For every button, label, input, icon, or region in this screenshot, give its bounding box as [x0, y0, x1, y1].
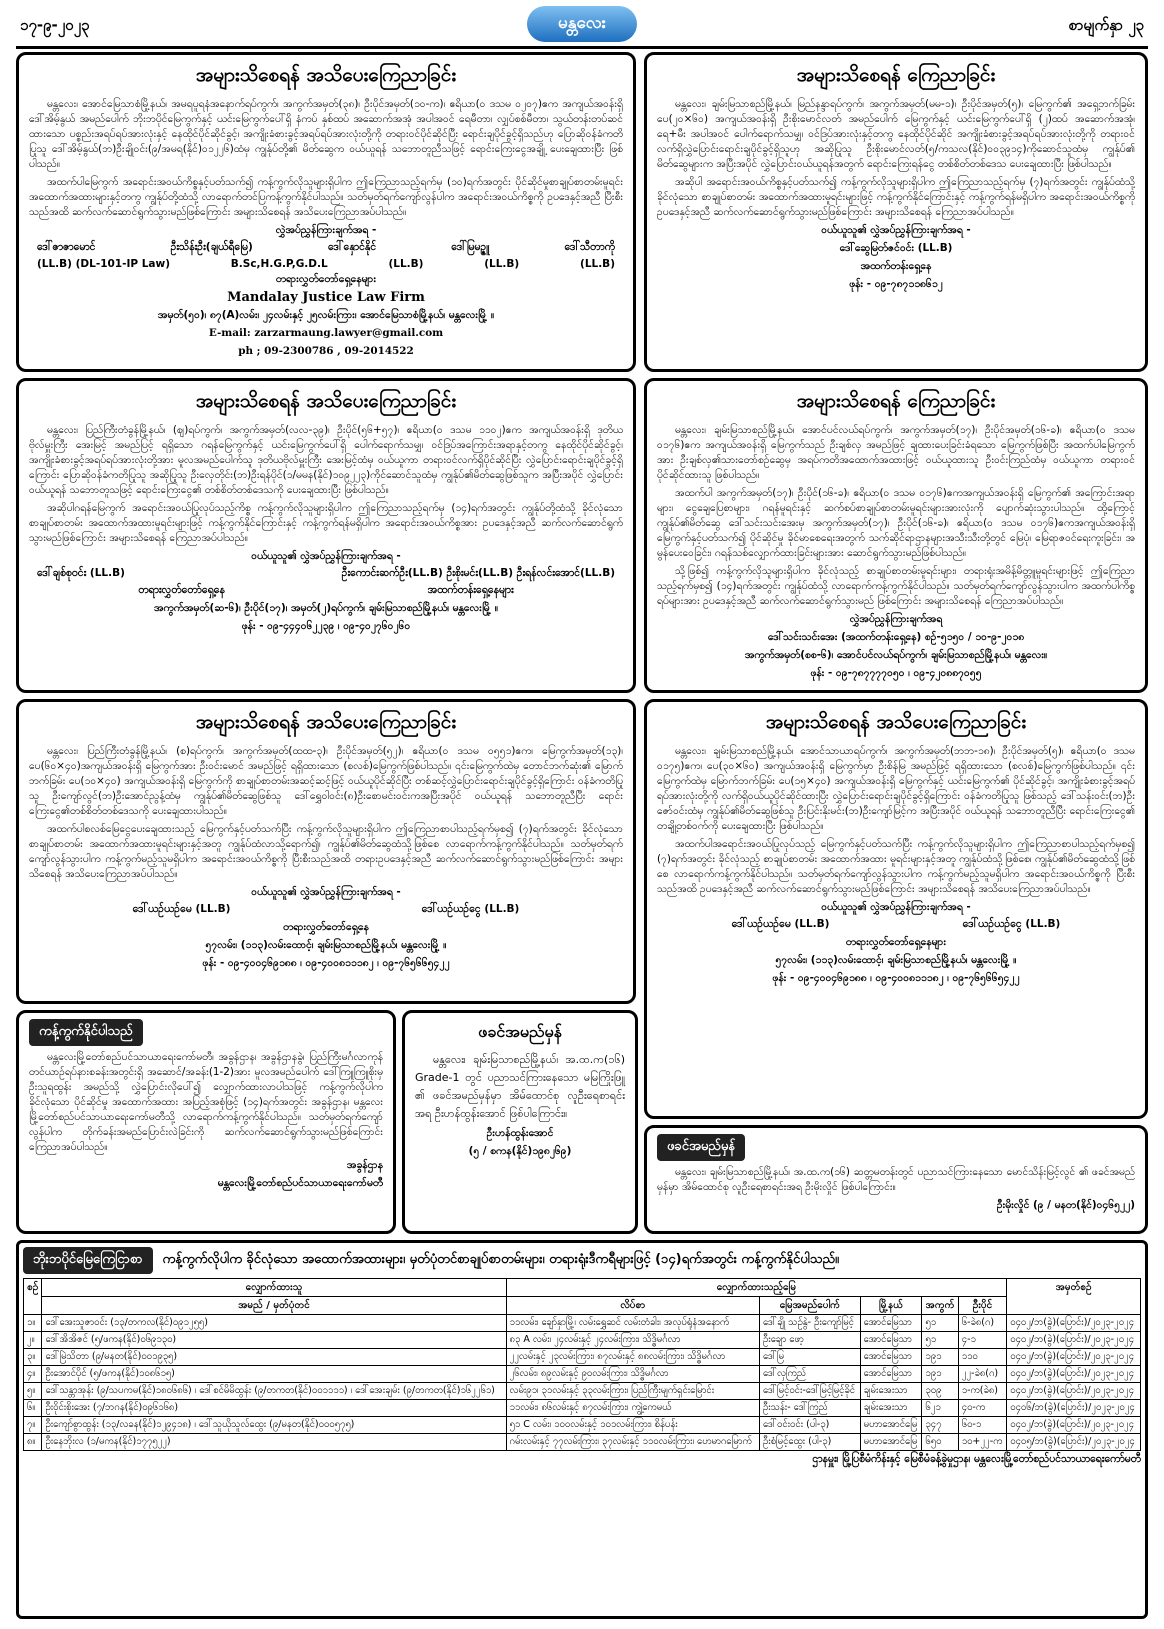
lawyer-degree: (LL.B)	[388, 258, 424, 270]
cell-addr: ဂမ်းလမ်းနှင့် ၇၇လမ်းကြား၊ ၃၇လမ်းနှင့် ၁၁၀လမ်းကြား၊ ဟေမာဂမြောက်	[506, 1434, 759, 1451]
masthead-logo: မန္တလေး	[527, 6, 637, 42]
cell-ref: ၀၄၀၅/ဘ(ခွဲ)(ပြောင်း)/၂၀၂၃-၂၀၂၄	[1007, 1434, 1141, 1451]
cell-no: ၁။	[24, 1315, 42, 1332]
lawyer-degree: (LL.B)	[484, 258, 520, 270]
notice-3	[16, 378, 636, 693]
cell-no: ၂။	[24, 1332, 42, 1349]
cell-block: ၅၁	[922, 1315, 958, 1332]
notice-title: အများသိစေရန် ကြေညာခြင်း	[796, 64, 996, 86]
col-owner: မြေအမည်ပေါက်	[760, 1297, 861, 1315]
mandate-line: လွှဲအပ်ညွှန်ကြားချက်အရ -	[275, 224, 377, 236]
cell-addr: ၈၃ A လမ်း၊ ၂၄လမ်းနှင့် ၂၄လမ်းကြား၊ သိဒ္ဓိမင်္ဂလာ	[506, 1332, 759, 1349]
cell-no: ၅။	[24, 1383, 42, 1400]
lawyer-names	[37, 903, 615, 918]
cell-block: ၁၉၁	[922, 1366, 958, 1383]
page-number: စာမျက်နှာ ၂၃	[1068, 16, 1144, 34]
lawyer-name: ဦးကောင်းဆက်ဦး(LL.B) ဦးစိုးမင်း(LL.B) ဦးရန်လင်းအောင်(LL.B)	[341, 567, 615, 579]
cell-name: ဒေါ်မြဲသိတာ (၉/မနတ(နိုင်)၀၀၁၉၃၅)	[42, 1349, 506, 1366]
cell-town: အောင်မြေသာ	[860, 1332, 922, 1349]
notice-title: အများသိစေရန် အသိပေးကြေညာခြင်း	[195, 711, 457, 733]
notice-tag: ကန့်ကွက်နိုင်ပါသည်	[29, 1019, 143, 1046]
lawyer-name: ဒေါ်သင်းသင်းအေး (အထက်တန်းရှေ့နေ) စဥ်-၅၁၅၀ / ၁၀-၉-၂၀၁၈	[767, 631, 1025, 643]
col-plot: ဦးပိုင်	[958, 1297, 1007, 1315]
table-footer: ဌာနမှူး၊ မြို့ပြစီမံကိန်းနှင့် မြေစီမံခန့်ခွဲမှုဌာန၊ မန္တလေးမြို့တော်စည်ပင်သာယာရေးကော်မတီ	[812, 1453, 1141, 1465]
lawyer-name: ဒေါ်နှောင်နိုင်	[327, 241, 377, 253]
cell-town: အောင်မြေသာ	[860, 1315, 922, 1332]
lawyer-phone: ဖုန်း - ၀၉-၄၄၄၀၆၂၂၃၉ ၊ ၀၉-၄၀၂၇၆၀၂၆၀	[241, 620, 411, 632]
notice-body: အထက်ပါအရောင်းအဝယ်ပြုလုပ်သည့် မြေကွက်နှင့်ပတ်သက်ပြီး ကန့်ကွက်လိုသူများရှိပါက ဤကြေညာစာပါသည့်ရက်မှစ၍ (၇)ရက်အတွင်း ခိုင်လုံသည့် စာချုပ်စာတမ်း အထောက်အထား မူရင်းများနှင့်အတူ ကျွန်ုပ်ထံသို့ဖြစ်စေ၊ ကျွန်ုပ်၏မိတ်ဆွေထံသို့ဖြစ်စေ လာရောက်ကန့်ကွက်နိုင်ပါသည်။ သတ်မှတ်ရက်ကျော်လွန်သွားပါက ကန့်ကွက်မည့်သူမရှိပါက အရောင်းအဝယ်ကိစ္စကို ပြီးစီးသည်အထိ ဥပဒေနှင့်အညီ ဆက်လက်ဆောင်ရွက်သွားမည်ဖြစ်ကြောင်း အများသိစေရန် အသိပေးကြေညာအပ်ပါသည်။	[657, 838, 1135, 895]
land-table	[23, 1278, 1141, 1451]
issue-date: ၁၇-၉-၂၀၂၃	[20, 16, 90, 34]
mandate-line: လွှဲအပ်ညွှန်ကြားချက်အရ	[849, 613, 943, 625]
lawyer-degree: (LL.B) (DL-101-IP Law)	[37, 258, 170, 270]
notice-body: အဆိုပါဂရန်မြေကွက် အရောင်းအဝယ်ပြုလုပ်သည့်ကိစ္စ ကန့်ကွက်လိုသူများရှိပါက ဤကြေညာသည့်ရက်မှ (၁၄)ရက်အတွင်း ကျွန်ုပ်တို့ထံသို့ ခိုင်လုံသော စာချုပ်စာတမ်း အထောက်အထားမူရင်းများဖြင့် ကန့်ကွက်နိုင်ကြောင်းနှင့် ကန့်ကွက်ရန်မရှိပါက အရောင်းအဝယ်ကိစ္စအား ဥပဒေနှင့်အညီ ဆက်လက်ဆောင်ရွက်သွားမည်ဖြစ်ကြောင်း အများသိစေရန် ကြေညာအပ်ပါသည်။	[29, 502, 623, 544]
notice-4	[644, 378, 1148, 693]
cell-no: ၇။	[24, 1417, 42, 1434]
cell-no: ၄။	[24, 1366, 42, 1383]
lawyer-name: ဒေါ်သီတာကို	[564, 241, 615, 253]
lawyer-phone: ဖုန်း - ၀၉-၄၀၀၄၆၉၁၈၈ ၊ ၀၉-၄၀၀၈၁၁၁၈၂ ၊ ၀၉-၇၆၅၆၆၅၄၂၂	[202, 957, 450, 969]
lawyer-name: ဒေါ်ချစ်စုဝင်း (LL.B)	[37, 567, 125, 579]
cell-name: ဦးနေဘိုးလ (၁/မကန(နိုင်)၁၇၇၅၂၂)	[42, 1434, 506, 1451]
lawyer-names	[665, 918, 1127, 933]
cell-block: ၆၅၀	[922, 1434, 958, 1451]
notice-body: မန္တလေး၊ ချမ်းမြသာစည်မြို့နယ်၊ မြည်နန္ဒာရပ်ကွက်၊ အကွက်အမှတ်(မမ-၁)၊ ဦးပိုင်အမှတ်(၅)၊ မြေကွက်၏ အရှေ့ဘက်ခြမ်း ပေ(၂၀×၆၀) အကျယ်အဝန်းရှိ ဦးစိုးမောင်လတ် အမည်ပေါက် မြေကွက်နှင့် ယင်းမြေကွက်ပေါ်ရှိ (၂)ထပ် အဆောက်အအုံ၊ ရေ+မီး အပါအဝင် ပေါက်ရောက်သမျှ၊ ဝင်ဒြပ်အားလုံးနှင့်တကွ နေထိုင်ပိုင်ဆိုင် အကျိုးခံစားခွင့်အရပ်ရပ်အားလုံးတို့ကို တရားဝင် လက်ရှိလွှဲပြောင်းရောင်းချပိုင်ခွင့်ရှိသူဟု အဆိုပြုသူ ဦးစိုးမောင်လတ်(၅/ကသလ(နိုင်)၀၀၃၉၁၄)ကိုဆောင်သူထံမှ ကျွန်ုပ်၏ မိတ်ဆွေများက အပြီးအပိုင် လွှဲပြောင်းဝယ်ယူရန်အတွက် ရောင်းကြေးရန်ငွေ တစ်စိတ်တစ်ဒေသ ပေးချေထားပြီး ဖြစ်ပါသည်။	[657, 98, 1135, 170]
col-no: စဥ်	[24, 1279, 42, 1315]
lawyer-roles	[37, 584, 615, 599]
lawyer-name: ဒေါ်ဆွေမြတ်ဇင်ဝင်း (LL.B)	[839, 242, 953, 254]
person-name: ဦးမိုးလှိုင် (၉ / မနတ(နိုင်)၀၄၆၅၂၂)	[996, 1199, 1135, 1211]
lawyer-address: ၅၇လမ်း၊ (၁၁၃)လမ်းထောင့်၊ ချမ်းမြသာစည်မြို့နယ်၊ မန္တလေးမြို့ ။	[205, 939, 447, 951]
lawyer-phone: ဖုန်း - ၀၉-၇၈၇၁၁၈၆၁၂	[849, 278, 943, 290]
table-row	[24, 1315, 1141, 1332]
notice-6	[644, 699, 1148, 1119]
table-title: ကန့်ကွက်လိုပါက ခိုင်လုံသော အထောက်အထားများ၊ မှတ်ပုံတင်စာချုပ်စာတမ်းများ၊ တရားရုံးဒီကရီများဖြင့် (၁၄)ရက်အတွင်း ကန့်ကွက်နိုင်ပါသည်။	[162, 1252, 839, 1267]
table-body	[24, 1315, 1141, 1451]
land-notice-table-box	[16, 1240, 1148, 1619]
cell-town: ချမ်းအေးသာ	[860, 1383, 922, 1400]
lawyer-phone: ဖုန်း - ၀၉-၇၈၇၇၇၇၀၅၀ ၊ ၀၉-၄၂၀၈၈၇၀၅၅	[810, 667, 982, 679]
lawyer-phone: ဖုန်း - ၀၉-၄၀၀၄၆၉၁၈၈ ၊ ၀၉-၄၀၀၈၁၁၁၈၂ ၊ ၀၉-၇၆၅၆၆၅၄၂၂	[772, 972, 1020, 984]
notice-father-name-1	[402, 1010, 638, 1234]
table-row	[24, 1434, 1141, 1451]
lawyer-degrees	[37, 258, 615, 270]
lawyer-names	[37, 241, 615, 256]
col-name: အမည် / မှတ်ပုံတင်	[42, 1297, 506, 1315]
cell-plot: ၄-၁	[958, 1332, 1007, 1349]
lawyer-name: ဒေါ်ယဥ်ယဥ်မေ (LL.B)	[731, 918, 830, 930]
cell-name: ဦးဝိုင်းစိုးအေး (၇/ဘဂန(နိုင်)၀၉၆၁၆၈)	[42, 1400, 506, 1417]
notice-body: မန္တလေး၊ ပြည်ကြီးတံခွန်မြို့နယ်၊ (ဈ)ရပ်ကွက်၊ အကွက်အမှတ်(လလ-၃၉)၊ ဦးပိုင်(၅၆+၅၇)၊ ဧရိယာ(၀ ဒသမ ၁၁၀၂)ဧက အကျယ်အဝန်းရှိ ဒုတိယဗိုလ်မှူးကြီး အေးမြင့် အမည်ပြင့် ရရှိသော ဂရန်မြေကွက်နှင့် ယင်းမြေကွက်ပေါ်ရှိ ပေါက်ရောက်သမျှ၊ ဝင်ဒြပ်အကြောင်းအရာနှင့်တကွ နေထိုင်ပိုင်ဆိုင်ခွင့်၊ အကျိုးခံစားခွင့်အရပ်ရပ်အားလုံးတို့အား မူလအမည်ပေါက်သူ ဒုတိယဗိုလ်မှူးကြီး အေးမြင့်ထံမှ ဝယ်ယူကာ တရားဝင်လက်ရှိပိုင်ဆိုင်ပြီး လွှဲပြောင်းရောင်းချပိုင်ခွင့်ရှိကြောင်း ပြောဆိုဝန်ခံကတိပြုသူ အဆိုပြုသူ ဦးလှေတိုင်း(ဘ)ဦးရန်ပိုင်(၁/မမန(နိုင်)၁၀၉၂၂၃)ကိုင်ဆောင်သူထံမှ ကျွန်ုပ်၏မိတ်ဆွေဖြစ်သူက အပြီးအပိုင် လွှဲပြောင်းဝယ်ယူရန် သဘောတူသဖြင့် ရောင်းကြေးငွေ၏ တစ်စိတ်တစ်ဒေသကို ပေးချေထားပြီး ဖြစ်ပါသည်။	[29, 424, 623, 496]
cell-block: ၃၀၉	[922, 1383, 958, 1400]
cell-plot: ၄၀-က	[958, 1400, 1007, 1417]
lawyer-role: တရားလွှတ်တော်ရှေ့နေများ	[275, 273, 377, 285]
notice-objection	[16, 1010, 396, 1234]
notice-body: မန္တလေး၊ ချမ်းမြသာစည်မြို့နယ်၊ အ.ထ.က(၁၆) Grade-1 တွင် ပညာသင်ကြားနေသော မမြကြိုးဖြူ ၏ ဖခင်အမည်မှန်မှာ အိမ်ထောင်စု လူဦးရေစာရင်းအရ ဦးဟန်ထွန်းအောင် ဖြစ်ပါကြောင်း။	[415, 1053, 625, 1120]
cell-plot: ၁၀+၂၂-က	[958, 1434, 1007, 1451]
notice-body: အထက်ပါ အကွက်အမှတ်(၁၇)၊ ဦးပိုင်(၁၆-ခ)၊ ဧရိယာ(၀ ဒသမ ၀၁၇၆)ဧကအကျယ်အဝန်းရှိ မြေကွက်၏ အကြောင်းအရာများ၊ ငွေချေပြေစာများ၊ ဂရန်မူရင်းနှင့် ဆက်စပ်စာချုပ်စာတမ်းမူရင်းများအားလုံးကို ပျောက်ဆုံးသွားပါသည်။ ထို့ကြောင့် ကျွန်ုပ်၏မိတ်ဆွေ ဒေါ်သင်းသင်းအေးမှ အကွက်အမှတ်(၁၇)၊ ဦးပိုင်(၁၆-ခ)၊ ဧရိယာ(၀ ဒသမ ၀၁၇၆)ဧကအကျယ်အဝန်းရှိ မြေကွက်နှင့်ပတ်သက်၍ ပိုင်ဆိုင်မှု ခိုင်မာစေရေးအတွက် သက်ဆိုင်ရာဌာနများအသီးသီးတို့တွင် မြေပုံ၊ မြေရာဇဝင်ရေးကူးခြင်း၊ အမွန်ပေးဝေခြင်း၊ ဂရန်သစ်လျှောက်ထားခြင်းများအား ဆောင်ရွက်သွားမည်ဖြစ်ပါသည်။	[657, 487, 1135, 559]
cell-ref: ၀၄၀၂/ဘ(ခွဲ)(ပြောင်း)/၂၀၂၃-၂၀၂၄	[1007, 1349, 1141, 1366]
lawyer-role: အထက်တန်းရှေ့နေ	[860, 260, 932, 272]
cell-block: ၅၁	[922, 1332, 958, 1349]
page-header	[16, 6, 1148, 49]
lawyer-role: တရားလွှတ်တော်ရှေ့နေများ	[845, 936, 947, 948]
cell-owner: ဦးစံမြင့်ထွေး (ပါ-၃)	[760, 1434, 861, 1451]
notice-title: ဖခင်အမည်မှန်	[478, 1022, 562, 1041]
cell-plot: ၆၀-၁	[958, 1417, 1007, 1434]
lawyer-role: အထက်တန်းရှေ့နေများ	[427, 584, 514, 596]
notice-title: အများသိစေရန် အသိပေးကြေညာခြင်း	[195, 390, 457, 412]
table-header	[23, 1247, 1141, 1274]
cell-town: ချမ်းအေးသာ	[860, 1400, 922, 1417]
cell-name: ဦးအောင်ပိုင် (၅/ဖကန(နိုင်)၁၀၈၆၁၅)	[42, 1366, 506, 1383]
lawyer-names	[37, 567, 615, 582]
cell-addr: ၅၁ C လမ်း၊ ၁၀၀လမ်းနှင့် ၁၀၁လမ်းကြား၊ စိန်ပန်း	[506, 1417, 759, 1434]
table-tag: ဘိုးဘပိုင်မြေကြေငြာစာ	[23, 1247, 153, 1274]
firm-address: အမှတ်(၅၀)၊ ၈၇(A)လမ်း၊ ၂၄လမ်းနှင့် ၂၅လမ်းကြား၊ အောင်မြေသာစံမြို့နယ်၊ မန္တလေးမြို့ ။	[157, 309, 495, 321]
notice-1	[16, 52, 636, 372]
cell-no: ၈။	[24, 1434, 42, 1451]
notice-title: အများသိစေရန် ကြေညာခြင်း	[796, 390, 996, 412]
notice-title: အများသိစေရန် အသိပေးကြေညာခြင်း	[765, 711, 1027, 733]
firm-email: E-mail: zarzarmaung.lawyer@gmail.com	[208, 327, 444, 339]
person-id: (၅ / စကန(နိုင်)၁၉၈၂၆၉)	[468, 1145, 572, 1157]
cell-block: ၆၂၁	[922, 1400, 958, 1417]
cell-owner: ဦးသန်း- ဒေါ်ကြည်	[760, 1400, 861, 1417]
lawyer-degree: B.Sc,H.G.P,G.D.L	[230, 258, 328, 270]
notice-body: သို့ဖြစ်၍ ကန့်ကွက်လိုသူများရှိပါက ခိုင်လုံသည့် စာချုပ်စာတမ်းမူရင်းများ၊ တရားရုံးအမိန့်မိတ္တူမူရင်းများဖြင့် ဤကြေညာသည့်ရက်မှစ၍ (၁၄)ရက်အတွင်း ကျွန်ုပ်ထံသို့ လာရောက်ကန့်ကွက်နိုင်ပါသည်။ သတ်မှတ်ရက်ကျော်လွန်သွားပါက အထက်ပါကိစ္စရပ်များအား ဥပဒေနှင့်အညီ ဆက်လက်ဆောင်ရွက်သွားမည် ဖြစ်ကြောင်း အများသိစေရန် ကြေညာအပ်ပါသည်။	[657, 565, 1135, 607]
firm-name: Mandalay Justice Law Firm	[227, 290, 425, 305]
lawyer-name: ဒေါ်ယဥ်ယဥ်မေ (LL.B)	[132, 903, 231, 915]
notice-title: အများသိစေရန် အသိပေးကြေညာခြင်း	[195, 64, 457, 86]
firm-phone: ph ; 09-2300786 , 09-2014522	[238, 345, 414, 357]
notice-body: မန္တလေး၊ ချမ်းမြသာစည်မြို့နယ်၊ အ.ထ.က(၁၆) ဆတ္တမတန်းတွင် ပညာသင်ကြားနေသော မောင်သိန်းမြင့်လွင် ၏ ဖခင်အမည်မှန်မှာ အိမ်ထောင်စု လူဦးရေစာရင်းအရ ဦးမိုးလှိုင် ဖြစ်ပါကြောင်း။	[657, 1166, 1135, 1193]
cell-owner: ဒေါ်ချို သဉ်နွဲ- ဦးကျော်မြင့်	[760, 1315, 861, 1332]
lawyer-role: တရားလွှတ်တော်ရှေ့နေ	[283, 921, 369, 933]
signature-org: မန္တလေးမြို့တော်စည်ပင်သာယာရေးကော်မတီ	[217, 1177, 383, 1189]
notice-body: အဆိုပါ အရောင်းအဝယ်ကိစ္စနှင့်ပတ်သက်၍ ကန့်ကွက်လိုသူများရှိပါက ဤကြေညာသည့်ရက်မှ (၇)ရက်အတွင်း ကျွန်ုပ်ထံသို့ ခိုင်လုံသော စာချုပ်စာတမ်း အထောက်အထားမူရင်းများဖြင့် ကန့်ကွက်နိုင်ကြောင်းနှင့် ကန့်ကွက်ရန်မရှိပါက အရောင်းအဝယ်ကိစ္စကို ဥပဒေနှင့်အညီ ဆက်လက်ဆောင်ရွက်သွားမည်ဖြစ်ကြောင်း အများသိစေရန် ကြေညာအပ်ပါသည်။	[657, 176, 1135, 218]
cell-addr: ၁၁လမ်း၊ ၈၆လမ်းနှင့် ၈၇လမ်းကြား၊ ကျွဲ့ကေမယ်	[506, 1400, 759, 1417]
cell-ref: ၀၄၀၂/ဘ(ခွဲ)(ပြောင်း)/၂၀၂၃-၂၀၂၄	[1007, 1315, 1141, 1332]
signature-dept: အခွန်ဌာန	[346, 1159, 383, 1171]
lawyer-address: ၅၇လမ်း၊ (၁၁၃)လမ်းထောင့်၊ ချမ်းမြသာစည်မြို့နယ်၊ မန္တလေးမြို့ ။	[775, 954, 1017, 966]
cell-owner: ဒေါ်မြင့်ဝင်း-ဒေါ်မြင့်မြင့်ခိုင်	[760, 1383, 861, 1400]
notice-5	[16, 699, 636, 1004]
table-row	[24, 1417, 1141, 1434]
lawyer-name: ဒေါ်ယဥ်ယဥ်ငွေ (LL.B)	[962, 918, 1061, 930]
cell-town: မဟာအောင်မြေ	[860, 1417, 922, 1434]
cell-addr: ၁၁လမ်း၊ ချော်နှာမြို့၊ လမ်းရွှေဆင် လမ်းတံခါး၊ အလုပ်ရုံနံအနောက်	[506, 1315, 759, 1332]
lawyer-role: တရားလွှတ်တော်ရှေ့နေ	[138, 584, 225, 596]
cell-town: မဟာအောင်မြေ	[860, 1434, 922, 1451]
col-ref: အမှတ်စဥ်	[1007, 1279, 1141, 1315]
lawyer-name: ဒေါ်မြမဥ္ဇူ	[451, 241, 490, 253]
notice-body: မန္တလေးမြို့တော်စည်ပင်သာယာရေးကော်မတီ၊ အခွန်ဌာန၊ အခွန်ဌာနခွဲ၊ ပြည်ကြီးမင်္ဂလာကုန်တင်ယာဉ်ရပ်နားစခန်းအတွင်းရှိ အဆောင်/အခန်း(1-2)အား မူလအမည်ပေါက် ဒေါ်ကြူကြူစိုးမှ ဦးသူရထွန်း အမည်သို့ လွှဲပြောင်းလိုပေါ်၍ လျှောက်ထားလာပါသဖြင့် ကန့်ကွက်လိုပါက ခိုင်လုံသော ပိုင်ဆိုင်မှု အထောက်အထား အပြည့်အစုံဖြင့် (၁၄)ရက်အတွင်း အခွန်ဌာန၊ မန္တလေးမြို့တော်စည်ပင်သာယာရေးကော်မတီသို့ လာရောက်ကန့်ကွက်နိုင်ပါသည်။ သတ်မှတ်ရက်ကျော်လွန်ပါက တိုက်ခန်းအမည်ပြောင်းလဲခြင်းကို ဆက်လက်ဆောင်ရွက်သွားမည်ဖြစ်ကြောင်း ကြေညာအပ်ပါသည်။	[29, 1051, 383, 1153]
col-addr: လိပ်စာ	[506, 1297, 759, 1315]
cell-plot: ၆-ခဲ၈(ဂ)	[958, 1315, 1007, 1332]
col-block: အကွက်	[922, 1297, 958, 1315]
cell-owner: ဒေါ်လှကြည်	[760, 1366, 861, 1383]
lawyer-address: အကွက်အမှတ်(ဆ-၆)၊ ဦးပိုင်(၁၇)၊ အမှတ်(၂)ရပ်ကွက်၊ ချမ်းမြသာစည်မြို့နယ်၊ မန္တလေးမြို့ ။	[154, 602, 498, 614]
cell-block: ၁၉၁	[922, 1349, 958, 1366]
cell-ref: ၀၄၀၂/ဘ(ခွဲ)(ပြောင်း)/၂၀၂၃-၂၀၂၄	[1007, 1383, 1141, 1400]
lawyer-address: အကွက်အမှတ်(စစ-၆)၊ အောင်ပင်လယ်ရပ်ကွက်၊ ချမ်းမြသာစည်မြို့နယ်၊ မန္တလေး။	[744, 649, 1048, 661]
notice-2	[644, 52, 1148, 372]
cell-owner: ဒေါ်ဝင်းဝင်း (ပါ-၃)	[760, 1417, 861, 1434]
cell-ref: ၀၄၀၆/ဘ(ခွဲ)(ပြောင်း)/၂၀၂၃-၂၀၂၄	[1007, 1400, 1141, 1417]
person-name: ဦးဟန်ထွန်းအောင်	[486, 1127, 554, 1139]
lawyer-degree: (LL.B)	[580, 258, 615, 270]
notice-body: မန္တလေး၊ ပြည်ကြီးတံခွန်မြို့နယ်၊ (စ)ရပ်ကွက်၊ အကွက်အမှတ်(ထထ-၃)၊ ဦးပိုင်အမှတ်(၅၂)၊ ဧရိယာ(၀ ဒသမ ၀၅၅၁)ဧက၊ မြေကွက်အမှတ်(၁၃)၊ ပေ(၆၀×၄၀)အကျယ်အဝန်းရှိ မြေကွက်အား ဦးဝင်းမောင် အမည်ဖြင့် ရရှိထားသော (စလစ်)မြေကွက်ဖြစ်ပါသည်။ ၎င်းမြေကွက်ထဲမှ တောင်ဘက်ဆုံး၏ မြောက်ဘက်ခြမ်း ပေ(၁၀×၄၀) အကျယ်အဝန်းရှိ မြေကွက်ကို စာချုပ်စာတမ်းအဆင့်ဆင့်ဖြင့် ဝယ်ယူပိုင်ဆိုင်ပြီး တစ်ဆင့်လွှဲပြောင်းရောင်းချပိုင်ခွင့်ရှိကြောင်း ဝန်ခံကတိပြုသူ ဦးကျော်လွင်(ဘ)ဦးအောင်ညွန့်ထံမှ ကျွန်ုပ်၏မိတ်ဆွေဖြစ်သူ ဒေါ်ရွှေဝါဝင်း(၈)ဦးစောမင်းဝင်းကအပြီးအပိုင် ဝယ်ယူရန် သဘောတူညီပြီး ရောင်းကြေးငွေ၏တစ်စိတ်တစ်ဒေသကို ပေးချေထားပါသည်။	[29, 745, 623, 817]
cell-addr: ၂၆လမ်း၊ ၈၉လမ်းနှင့် ၉၀လမ်းကြား၊ သိဒ္ဓိမင်္ဂလာ	[506, 1366, 759, 1383]
cell-ref: ၀၄၀၂/ဘ(ခွဲ)(ပြောင်း)/၂၀၂၃-၂၀၂၄	[1007, 1417, 1141, 1434]
cell-plot: ၂၂-ခဲ၈(ဂ)	[958, 1366, 1007, 1383]
table-row	[24, 1332, 1141, 1349]
notice-body: အထက်ပါမြေကွက် အရောင်းအဝယ်ကိစ္စနှင့်ပတ်သက်၍ ကန့်ကွက်လိုသူများရှိပါက ဤကြေညာသည့်ရက်မှ (၁၀)ရက်အတွင်း ပိုင်ဆိုင်မှုစာချုပ်စာတမ်းမူရင်း အထောက်အထားများနှင့်တကွ ကျွန်ုပ်တို့ထံသို့ လာရောက်တင်ပြကန့်ကွက်နိုင်ပါသည်။ သတ်မှတ်ရက်ကျော်လွန်ပါက အရောင်းအဝယ်ကိစ္စကို ဥပဒေနှင့်အညီ ပြီးစီးသည်အထိ ဆက်လက်ဆောင်ရွက်သွားမည်ဖြစ်ကြောင်း အများသိစေရန် အသိပေးကြေညာအပ်ပါသည်။	[29, 176, 623, 218]
cell-addr: ၂၂လမ်းနှင့် ၂၃လမ်းကြား၊ ၈၇လမ်းနှင့် ၈၈လမ်းကြား၊ သိဒ္ဓိမင်္ဂလာ	[506, 1349, 759, 1366]
cell-name: ဒေါ်သန္တာအုန်း (၉/သပကမ(နိုင်)၁၈၀၆၈၆) ၊ ဒေါ်စင်မိမိထွန်း (၉/တကတ(နိုင်)၀၀၁၁၁၁) ၊ ဒေါ်အေးချမ်း (၉/တကတ(နိုင်)၁၆၂၂၆၁)	[42, 1383, 506, 1400]
cell-name: ဦးကျော်စွာထွန်း (၁၃/လခန(နိုင်)၁၂၉၄၁၈) ၊ ဒေါ်သူယိုသူလ်ထွေး (၉/မနတ(နိုင်)၀၀၀၅၇၅)	[42, 1417, 506, 1434]
col-applicant: လျှောက်ထားသူ	[42, 1279, 506, 1297]
table-row	[24, 1400, 1141, 1417]
cell-no: ၃။	[24, 1349, 42, 1366]
col-town: မြို့နယ်	[860, 1297, 922, 1315]
cell-ref: ၀၄၀၂/ဘ(ခွဲ)(ပြောင်း)/၂၀၂၃-၂၀၂၄	[1007, 1366, 1141, 1383]
cell-addr: လမ်း၉၁၊ ၃၁လမ်းနှင့် ၃၃လမ်းကြား၊ ပြည်ကြီးမျက်ရှင်းမြောင်း	[506, 1383, 759, 1400]
table-row	[24, 1366, 1141, 1383]
cell-town: အောင်မြေသာ	[860, 1349, 922, 1366]
notice-body: မန္တလေး၊ အောင်မြေသာစံမြို့နယ်၊ အမရပူရနံအနောက်ရပ်ကွက်၊ အကွက်အမှတ်(၃၈)၊ ဦးပိုင်အမှတ်(၁၀-က)၊ ဧရိယာ(၀ ဒသမ ၀၂၀၇)ဧက အကျယ်အဝန်းရှိ ဒေါ်အိမ့်နွယ် အမည်ပေါက် ဘိုးဘပိုင်မြေကွက်နှင့် ယင်းမြေကွက်ပေါ်ရှိ နံကပ် နှစ်ထပ် အဆောက်အအုံ အပါအဝင် ရေမီတာ၊ လျှပ်စစ်မီတာ၊ သွယ်တန်းတပ်ဆင်ထားသော ပစ္စည်းအရပ်ရပ်အားလုံးနှင့် နေထိုင်ပိုင်ဆိုင်ခွင့်၊ အကျိုးခံစားခွင့်အရပ်ရပ်အားလုံးတို့ကို တရားဝင်ပိုင်ဆိုင်ပြီး ရောင်းချပိုင်ခွင့်ရှိသည်ဟု ပြောဆိုဝန်ခံကတိပြုသူ ဒေါ်အိမ့်နွယ်(ဘ)ဦးချိုဝင်း(၉/အမရ(နိုင်)၀၁၂၂၆)ထံမှ ကျွန်ုပ်တို့၏ မိတ်ဆွေက ဝယ်ယူရန် သဘောတူညီသဖြင့် ရောင်းကြေးငွေအချို့ ပေးချေထားပြီး ဖြစ်ပါသည်။	[29, 98, 623, 170]
mandate-line: ဝယ်ယူသူ၏ လွှဲအပ်ညွှန်ကြားချက်အရ -	[251, 550, 401, 562]
lawyer-name: ဦးသိန်းဦး(ချယ်ရီမြေ)	[170, 241, 253, 253]
col-land: လျှောက်ထားသည့်မြေ	[506, 1279, 1007, 1297]
mandate-line: ဝယ်ယူသူ၏ လွှဲအပ်ညွှန်ကြားချက်အရ -	[251, 886, 401, 898]
cell-plot: ၁၁၀	[958, 1349, 1007, 1366]
cell-owner: ဒေါ်မြ	[760, 1349, 861, 1366]
cell-town: အောင်မြေသာ	[860, 1366, 922, 1383]
mandate-line: ဝယ်ယူသူ၏ လွှဲအပ်ညွှန်ကြားချက်အရ -	[821, 901, 971, 913]
cell-name: ဒေါ်အိအိဇင် (၅/ဖကန(နိုင်)၀၆၉၁၃၀)	[42, 1332, 506, 1349]
cell-name: ဒေါ်အေးသူဇာဝင်း (၁၃/တကလ(နိုင်)၀၉၁၂၅၅)	[42, 1315, 506, 1332]
mandate-line: ဝယ်ယူသူ၏ လွှဲအပ်ညွှန်ကြားချက်အရ -	[821, 224, 971, 236]
lawyer-name: ဒေါ်ဇာဇာမောင်	[37, 241, 96, 253]
cell-owner: ဦးချော ဖော့	[760, 1332, 861, 1349]
notice-tag: ဖခင်အမည်မှန်	[657, 1134, 745, 1161]
cell-plot: ၁-က(ခဲ၈)	[958, 1383, 1007, 1400]
cell-ref: ၀၄၀၂/ဘ(ခွဲ)(ပြောင်း)/၂၀၂၃-၂၀၂၄	[1007, 1332, 1141, 1349]
cell-block: ၃၄၇	[922, 1417, 958, 1434]
table-row	[24, 1349, 1141, 1366]
notice-body: မန္တလေး၊ ချမ်းမြသာစည်မြို့နယ်၊ အောင်သာယာရပ်ကွက်၊ အကွက်အမှတ်(ဘဘ-၁၈)၊ ဦးပိုင်အမှတ်(၅)၊ ဧရိယာ(၀ ဒသမ ၀၁၇၅)ဧက၊ ပေ(၃၀×၆၀) အကျယ်အဝန်းရှိ မြေကွက်မှာ ဦးစိန်မြ အမည်ဖြင့် ရရှိထားသော (စလစ်)မြေကွက်ဖြစ်ပါသည်။ ၎င်းမြေကွက်ထဲမှ မြောက်ဘက်ခြမ်း ပေ(၁၅×၄၀) အကျယ်အဝန်းရှိ မြေကွက်နှင့် ယင်းမြေကွက်၏ ပိုင်ဆိုင်ခွင့်၊ အကျိုးခံစားခွင့်အရပ်ရပ်အားလုံးတို့ကို လက်ရှိဝယ်ယူပိုင်ဆိုင်ထားပြီး လွှဲပြောင်းရောင်းချပိုင်ခွင့်ရှိကြောင်း ဝန်ခံကတိပြုသူ ဖြစ်သည့် ဒေါ်သန်းဝင်း(ဘ)ဦးဇော်ဝင်းထံမှ ကျွန်ုပ်၏မိတ်ဆွေဖြစ်သူ ဦးပြင်းနိုးမင်း(ဘ)ဦးကျော်မြင့်က အပြီးအပိုင် ဝယ်ယူရန် သဘောတူညီပြီး ရောင်းကြေးငွေ၏ တချို့တစ်ဝက်ကို ပေးချေထားပြီး ဖြစ်ပါသည်။	[657, 745, 1135, 832]
notice-body: အထက်ပါစလစ်မြေငွေပေးချေထားသည့် မြေကွက်နှင့်ပတ်သက်ပြီး ကန့်ကွက်လိုသူများရှိပါက ဤကြေညာစာပါသည့်ရက်မှစ၍ (၇)ရက်အတွင်း ခိုင်လုံသော စာချုပ်စာတမ်း အထောက်အထားမူရင်းများနှင့်အတူ ကျွန်ုပ်ထံလာသို့ရောက်၍၊ ကျွန်ုပ်၏မိတ်ဆွေထံသို့ဖြစ်စေ လာရောက်ကန့်ကွက်နိုင်ပါသည်။ သတ်မှတ်ရက်ကျော်လွန်သွားပါက ကန့်ကွက်မည့်သူမရှိပါက အရောင်းအဝယ်ကိစ္စကို ပြီးစီးသည်အထိ တရားဥပဒေနှင့်အညီ ဆက်လက်ဆောင်ရွက်သွားမည်ဖြစ်ကြောင်း အများသိစေရန် အသိပေးကြေညာအပ်ပါသည်။	[29, 823, 623, 880]
notice-body: မန္တလေး၊ ချမ်းမြသာစည်မြို့နယ်၊ အောင်ပင်လယ်ရပ်ကွက်၊ အကွက်အမှတ်(၁၇)၊ ဦးပိုင်အမှတ်(၁၆-ခ)၊ ဧရိယာ(၀ ဒသမ ၀၁၇၆)ဧက အကျယ်အဝန်းရှိ မြေကွက်သည် ဦးချစ်လှ အမည်ဖြင့် ချထားပေးခြင်းခံရသော မြေကွက်ဖြစ်ပြီး အထက်ပါမြေကွက်အား ဦးချစ်လှ၏သားတော်စဥ်ဆွေမှ အရပ်ကတိအထောက်အထားဖြင့် ဝယ်ယူထားသူ ဦးဝင်းကြည်ထံမှ ဝယ်ယူကာ တရားဝင်ပိုင်ဆိုင်ထားသူ ဖြစ်ပါသည်။	[657, 424, 1135, 481]
notice-father-name-2	[644, 1125, 1148, 1234]
table-row	[24, 1383, 1141, 1400]
cell-no: ၆။	[24, 1400, 42, 1417]
lawyer-name: ဒေါ်ယဥ်ယဥ်ငွေ (LL.B)	[421, 903, 520, 915]
